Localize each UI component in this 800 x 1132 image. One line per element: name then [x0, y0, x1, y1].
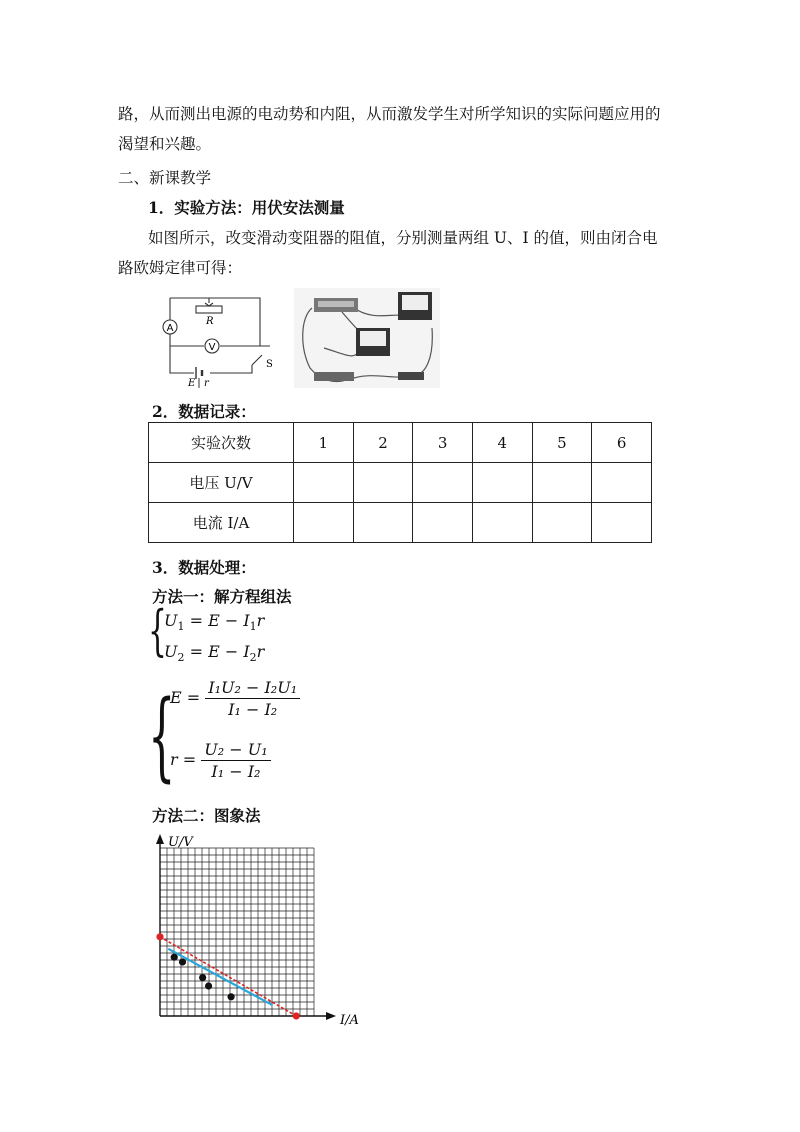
trial-number: 5 [532, 423, 592, 463]
method-heading: 1．实验方法：用伏安法测量 [148, 198, 345, 217]
section-title: 二、新课教学 [118, 169, 212, 187]
emf-numerator: I₁U₂ − I₂U₁ [205, 678, 300, 699]
trial-number: 2 [353, 423, 413, 463]
voltmeter-label: V [208, 342, 216, 353]
trial-number: 3 [413, 423, 473, 463]
table-cell [353, 463, 413, 503]
data-point [205, 982, 212, 989]
resistance-solution: r = $\frac{\text{U₂ − U₁}}{\text{I₁ − I₂}}$ [170, 740, 271, 781]
switch-device-icon [398, 372, 424, 380]
table-header-row [149, 423, 652, 463]
x-axis-arrow-icon [326, 1012, 336, 1020]
table-cell [532, 463, 592, 503]
table-cell [413, 463, 473, 503]
data-record-heading: 2．数据记录： [152, 402, 256, 421]
method1-title: 方法一：解方程组法 [152, 587, 292, 606]
equation-1: $U_1 = E - I_1r$ [164, 611, 265, 634]
table-cell [592, 463, 652, 503]
y-axis-label: U/V [168, 835, 193, 850]
table-cell [592, 503, 652, 543]
ui-graph [140, 828, 380, 1038]
trial-number: 1 [294, 423, 354, 463]
method-paragraph-line-2: 路欧姆定律可得： [118, 259, 243, 277]
data-record-table [148, 422, 652, 543]
switch-label: S [266, 359, 273, 370]
fit-line [168, 949, 272, 1005]
table-cell [413, 503, 473, 543]
x-axis-label: I/A [340, 1013, 359, 1028]
equation-brace-2: { [148, 680, 176, 792]
circuit-diagram [152, 288, 276, 390]
internal-resistance-label: r [204, 378, 209, 389]
table-cell [294, 503, 354, 543]
data-point [227, 993, 234, 1000]
equation-2: $U_2 = E - I_2r$ [164, 642, 265, 665]
emf-solution: E = $\frac{\text{I₁U₂ − I₂U₁}}{\text{I₁ − I₂}}$ [170, 678, 300, 719]
apparatus-photo [294, 288, 440, 388]
equation-brace-1: { [148, 599, 167, 662]
current-row-label: 电流 I/A [149, 503, 294, 543]
emf-denominator: I₁ − I₂ [228, 700, 278, 719]
intercept-point [156, 933, 163, 940]
battery-device-icon [314, 372, 354, 381]
trial-number: 4 [472, 423, 532, 463]
voltage-row [149, 463, 652, 503]
method-paragraph-line-1: 如图所示，改变滑动变阻器的阻值，分别测量两组 U、I 的值，则由闭合电 [148, 229, 658, 247]
table-cell [472, 503, 532, 543]
voltage-row-label: 电压 U/V [149, 463, 294, 503]
resistance-numerator: U₂ − U₁ [201, 740, 270, 761]
data-point [199, 974, 206, 981]
rheostat-label: R [206, 316, 214, 327]
intro-line-2: 渴望和兴趣。 [118, 135, 212, 153]
resistance-denominator: I₁ − I₂ [211, 762, 261, 781]
y-axis-arrow-icon [156, 834, 164, 844]
table-cell [532, 503, 592, 543]
table-cell [472, 463, 532, 503]
table-header-label: 实验次数 [149, 423, 294, 463]
battery-label: E [188, 378, 196, 389]
intercept-point [293, 1012, 300, 1019]
graph-grid [160, 848, 314, 1016]
data-point [171, 954, 178, 961]
table-cell [353, 503, 413, 543]
trial-number: 6 [592, 423, 652, 463]
data-processing-heading: 3．数据处理： [152, 558, 256, 577]
intro-line-1: 路，从而测出电源的电动势和内阻，从而激发学生对所学知识的实际问题应用的 [118, 105, 661, 123]
method2-title: 方法二：图象法 [152, 806, 261, 825]
table-cell [294, 463, 354, 503]
data-point [179, 958, 186, 965]
extrapolated-line [160, 937, 296, 1016]
current-row [149, 503, 652, 543]
ammeter-label: A [166, 323, 174, 334]
